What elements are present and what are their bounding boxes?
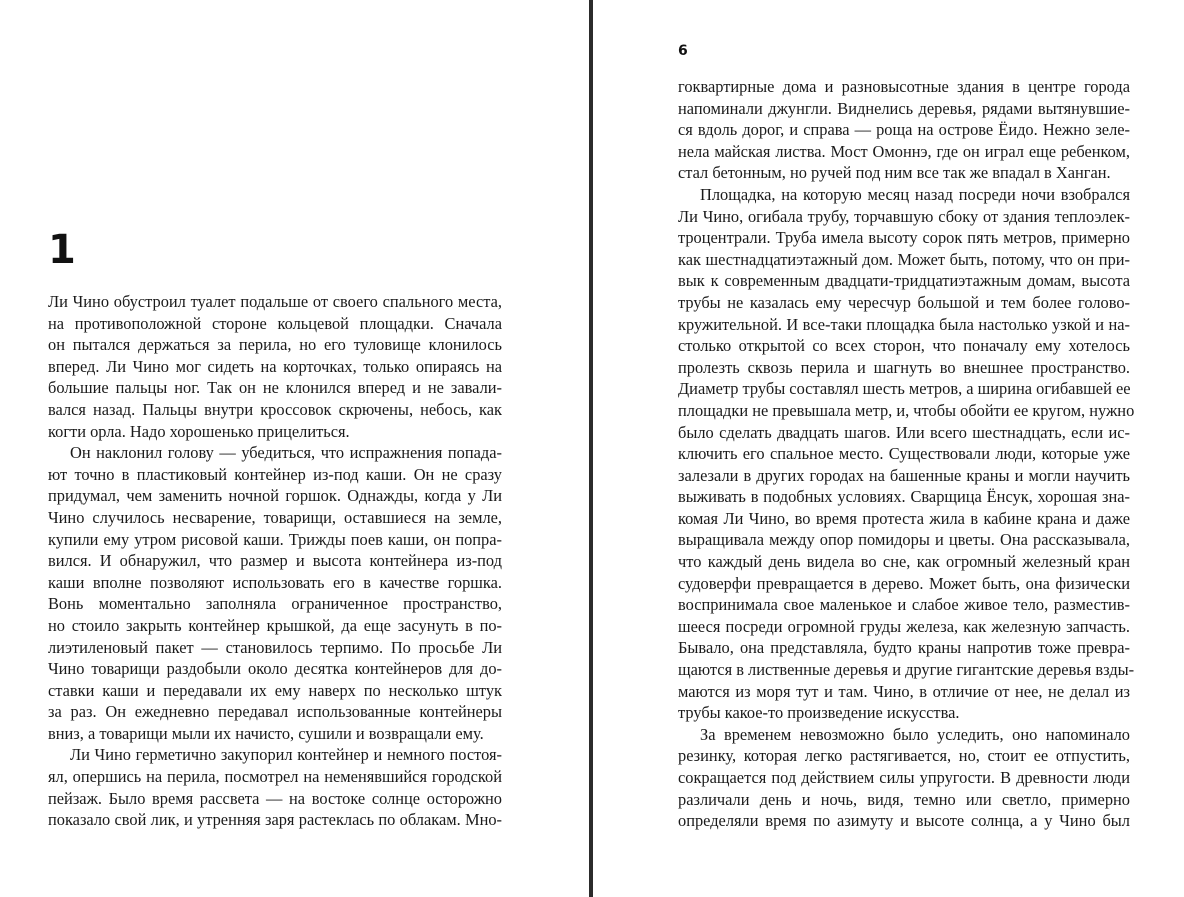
text-line: Он наклонил голову — убедиться, что испражнения попада- <box>70 443 502 463</box>
text-line: нела майская листва. Мост Омоннэ, где он играл еще ребенком, <box>678 141 1130 161</box>
text-line: вперед. Ли Чино мог сидеть на корточках, только опираясь на <box>48 356 502 376</box>
text-line: но стоило закрыть контейнер крышкой, да еще засунуть в по- <box>48 615 502 635</box>
text-line: трубы какое-то произведение искусства. <box>678 703 960 723</box>
text-line: стал бетонным, но ручей под ним все так же впадал в Ханган. <box>678 163 1111 183</box>
text-line: столько открытой со всех сторон, что поначалу ему хотелось <box>678 336 1130 356</box>
text-line: Чино товарищи раздобыли около десятка контейнеров для до- <box>48 659 502 679</box>
text-line: Вонь моментально заполняла ограниченное пространство, <box>48 594 502 614</box>
text-line: выращивала между опор помидоры и цветы. Она рассказывала, <box>678 530 1130 550</box>
text-line: ставки каши и передавали их ему наверх по несколько штук <box>48 680 502 700</box>
text-line: за раз. Он ежедневно передавал использованные контейнеры <box>48 702 502 722</box>
text-line: вился. И обнаружил, что размер и высота контейнера из-под <box>48 551 502 571</box>
right-page <box>593 0 1184 897</box>
text-line: За временем невозможно было уследить, оно напоминало <box>700 724 1130 744</box>
text-line: что каждый день видела во сне, как огромный железный кран <box>678 552 1130 572</box>
text-line: залезали в других городах на башенные краны и могли научить <box>678 465 1130 485</box>
text-line: резинку, которая легко растягивается, но, стоит ее отпустить, <box>678 746 1130 766</box>
text-line: Площадка, на которую месяц назад посреди ночи взобрался <box>700 184 1130 204</box>
text-line: щаются в лиственные деревья и другие гигантские деревья взды- <box>678 660 1135 680</box>
text-line: маются из моря тут и там. Чино, в отличие от нее, не делал из <box>678 681 1130 701</box>
text-line: трубы не казалась ему чересчур большой и тем более голово- <box>678 292 1130 312</box>
text-line: он пытался держаться за перила, но его туловище клонилось <box>48 335 502 355</box>
text-line: сокращается под действием силы упругости. В древности люди <box>678 768 1130 787</box>
text-line: различали день и ночь, видя, темно или светло, примерно <box>678 789 1130 809</box>
text-line: показало свой лик, и утренняя заря растеклась по облакам. Мно- <box>48 810 502 830</box>
text-line: кружительной. И все-таки площадка была настолько узкой и на- <box>678 314 1130 334</box>
text-line: Бывало, она представляла, будто краны напротив тоже превра- <box>678 638 1130 658</box>
text-line: шееся посреди огромной груды железа, как железную запчасть. <box>678 616 1130 636</box>
text-line: ся вдоль дорог, и справа — роща на острове Ёидо. Нежно зеле- <box>678 120 1130 140</box>
left-page-body-text <box>48 291 502 831</box>
text-line: ял, опершись на перила, посмотрел на неменявшийся городской <box>48 767 502 787</box>
text-line: пейзаж. Было время рассвета — на востоке солнце осторожно <box>48 788 502 808</box>
text-line: выживать в подобных условиях. Сварщица Ёнсук, хорошая зна- <box>678 487 1130 507</box>
text-line: когти орла. Надо хорошенько прицелиться. <box>48 421 350 441</box>
text-line: троцентрали. Труба имела высоту сорок пять метров, примерно <box>678 228 1130 248</box>
text-line: на противоположной стороне кольцевой площадки. Сначала <box>48 313 502 333</box>
text-line: Ли Чино герметично закупорил контейнер и немного постоя- <box>70 745 502 765</box>
text-line: ключить его спальное место. Существовали люди, которые уже <box>678 444 1130 464</box>
text-line: вык к современным двадцати-тридцатиэтажным домам, высота <box>678 271 1130 291</box>
text-line: придумал, чем заменить ночной горшок. Однажды, когда у Ли <box>48 486 502 506</box>
text-line: комая Ли Чино, во время протеста жила в кабине крана и даже <box>678 508 1130 528</box>
text-line: вниз, а товарищи мыли их начисто, сушили и возвращали ему. <box>48 723 484 743</box>
text-line: напоминали джунгли. Виднелись деревья, рядами вытянувшие- <box>678 98 1130 118</box>
left-page <box>0 0 589 897</box>
page-number: 6 <box>678 43 688 59</box>
text-line: определяли время по азимуту и высоте солнца, а у Чино был <box>678 811 1130 831</box>
text-line: Чино случилось несварение, товарищи, оставшиеся на земле, <box>48 507 502 527</box>
text-line: пролезть сквозь перила и шагнуть во внешнее пространство. <box>678 357 1130 377</box>
text-line: гоквартирные дома и разновысотные здания в центре города <box>678 77 1130 96</box>
text-line: вался назад. Пальцы внутри кроссовок скрючены, небось, как <box>48 399 502 419</box>
text-line: площадки не превышала метр, и, чтобы обойти ее кругом, нужно <box>678 400 1135 420</box>
text-line: как шестнадцатиэтажный дом. Может быть, потому, что он при- <box>678 249 1130 269</box>
text-line: судоверфи превращается в дерево. Может быть, она физически <box>678 573 1130 593</box>
right-page-body-text <box>678 76 1135 832</box>
text-line: воспринимала свое маленькое и слабое живое тело, разместив- <box>678 595 1130 615</box>
text-line: Ли Чино обустроил туалет подальше от своего спального места, <box>48 292 502 311</box>
text-line: Ли Чино, огибала трубу, торчавшую сбоку от здания теплоэлек- <box>678 206 1130 226</box>
text-line: ют точно в пластиковый контейнер из-под каши. Он не сразу <box>48 464 502 484</box>
text-line: купили ему утром рисовой каши. Трижды поев каши, он попра- <box>48 529 502 549</box>
text-line: большие пальцы ног. Так он не клонился вперед и не завали- <box>48 378 502 398</box>
text-line: было сделать двадцать шагов. Или всего шестнадцать, если ис- <box>678 422 1130 442</box>
text-line: Диаметр трубы составлял шесть метров, а ширина огибавшей ее <box>678 379 1131 399</box>
text-line: каши вполне позволяют использовать его в качестве горшка. <box>48 572 502 592</box>
text-line: лиэтиленовый пакет — становилось терпимо. По просьбе Ли <box>48 637 502 657</box>
chapter-number: 1 <box>48 227 76 273</box>
